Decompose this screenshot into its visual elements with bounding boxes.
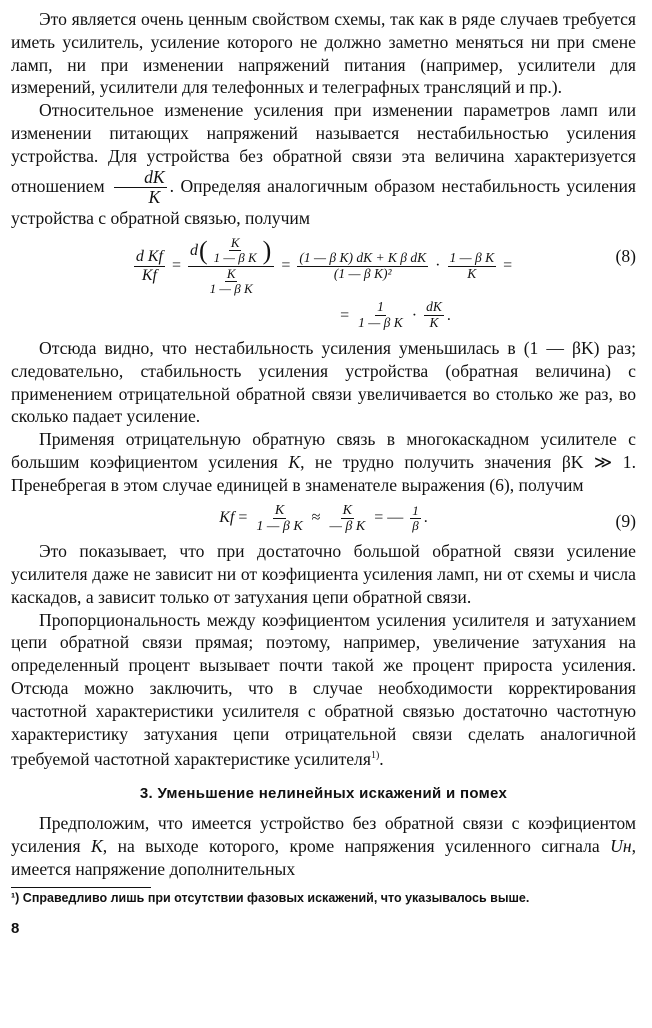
eq8-lhs-den: Kf bbox=[141, 266, 157, 284]
inline-fraction-numerator: dK bbox=[114, 168, 167, 188]
paragraph-7-text-b: , на выходе которого, кроме напряжения усиленного сигнала bbox=[102, 835, 600, 856]
footnote-rule bbox=[11, 887, 151, 888]
paragraph-4 bbox=[11, 428, 636, 496]
eq9-f2-num: K bbox=[342, 502, 352, 518]
eq9-f3-num: 1 bbox=[412, 502, 419, 518]
paragraph-4-k: K bbox=[288, 451, 301, 472]
eq9-f1-den: 1 — β K bbox=[256, 518, 303, 534]
eq8-r2-num: 1 — β K bbox=[449, 249, 495, 265]
eq8-mid-inner bbox=[212, 236, 259, 266]
inline-fraction-denominator: K bbox=[148, 186, 161, 207]
eq9-lhs: Kf bbox=[219, 509, 235, 527]
eq9-f2-den: — β K bbox=[329, 518, 366, 534]
paragraph-7-u: Uн bbox=[610, 835, 632, 856]
equation-8-number: (8) bbox=[615, 246, 636, 267]
eq8-mid bbox=[188, 236, 274, 296]
equation-8-line-2: = $\frac{1}{\text{1 — β K}}$ · $\frac{dK}{K}$ . (8) bbox=[340, 246, 636, 331]
eq9-f3-den: β bbox=[412, 517, 419, 533]
eq8-mid-num: d ( $\frac{K}{\text{1 — β K}}$ ) bbox=[188, 236, 274, 267]
paragraph-5: Это показывает, что при достаточно большой обратной связи усиление усилителя даже не зависит ни от коэфициента усиления ламп, ни от схемы и числа каскадов, а зависит только от затухания цепи обратной связи. bbox=[11, 541, 636, 607]
eq9-f1 bbox=[254, 503, 304, 535]
paragraph-4-text-b: , не трудно получить значения βK ≫ 1. Пренебрегая в этом случае единицей в знаменателе выражения (6), получим bbox=[11, 451, 636, 495]
eq8-r2-den: K bbox=[467, 265, 477, 281]
eq8-r1 bbox=[297, 251, 428, 282]
eq8-r1-num: (1 — β K) dK + K β dK bbox=[299, 249, 427, 265]
eq8-r1-den: (1 — β K)² bbox=[333, 265, 392, 281]
paragraph-4-text-a: Применяя отрицательную обратную связь в многокаскадном усилителе с большим коэфициентом усиления bbox=[11, 429, 636, 472]
equation-8 bbox=[11, 236, 636, 331]
eq8-lhs bbox=[134, 248, 165, 284]
paragraph-6 bbox=[11, 609, 636, 771]
paragraph-1: Это является очень ценным свойством схемы, так как в ряде случаев требуется иметь усилитель, усиление которого не должно заметно меняться ни при смене ламп, ни при изменении напряжений питания (например, усилители для измерений, усилители для телефонных и телеграфных трансляций и пр.). bbox=[11, 9, 636, 98]
equation-9-number: (9) bbox=[615, 510, 636, 531]
paragraph-7-k: K bbox=[91, 835, 103, 856]
eq9-f1-num: K bbox=[274, 502, 285, 518]
eq8-mid-inner-den: 1 — β K bbox=[213, 250, 257, 266]
eq8-r2 bbox=[448, 251, 497, 282]
section-heading: 3. Уменьшение нелинейных искажений и помех bbox=[139, 785, 508, 803]
page bbox=[11, 8, 636, 937]
eq8-mid-den bbox=[203, 267, 260, 297]
page-number: 8 bbox=[11, 919, 20, 937]
eq9-f2 bbox=[327, 503, 367, 535]
eq8-l2-b bbox=[424, 300, 444, 331]
inline-fraction-dk-k bbox=[114, 168, 167, 208]
eq8-l2-a bbox=[356, 300, 405, 331]
eq9-f3 bbox=[410, 504, 421, 534]
eq8-l2-b-num: dK bbox=[426, 299, 442, 315]
footnote-ref: 1) bbox=[370, 750, 380, 762]
paragraph-2 bbox=[11, 99, 636, 230]
footnote: ¹) Справедливо лишь при отсутствии фазовых искажений, что указывалось выше. bbox=[11, 890, 530, 905]
equation-8-line-1: $\frac{\text{d Kf}}{Kf}$ = d ( $\frac{K}{\text{1 — β K}}$ ) $\frac{K}{\text{1 — β K}}$ = $\frac{\text{(1 — β K) dK + K β dK}}{\text{(1 — β K)²}}$ · $\frac{\text{1 — β K}}{K}$ = bbox=[135, 235, 513, 296]
paragraph-3: Отсюда видно, что нестабильность усиления уменьшилась в (1 — βK) раз; следовательно, стабильность усиления устройства (обратная величина) с применением отрицательной обратной связи увеличивается во столько же раз, во сколько падает усиление. bbox=[11, 337, 636, 427]
eq8-mid-lower-num: K bbox=[226, 265, 236, 281]
eq8-l2-b-den: K bbox=[429, 315, 439, 331]
eq8-mid-d: d bbox=[190, 242, 198, 260]
paragraph-7-text-a: Предположим, что имеется устройство без обратной связи с коэфициентом усиления bbox=[11, 813, 636, 856]
eq8-l2-a-num: 1 bbox=[377, 299, 384, 315]
paragraph-7 bbox=[11, 812, 636, 880]
paragraph-2-text-b: . Определяя аналогичным образом нестабильность усиления устройства с обратной связью, получим bbox=[11, 175, 636, 229]
eq8-l2-a-den: 1 — β K bbox=[358, 315, 403, 331]
paragraph-6-text: Пропорциональность между коэфициентом усиления усилителя и затуханием цепи обратной связи прямая; поэтому, например, увеличение затухания на определенный процент вызывает почти такой же процент прироста усиления. Отсюда можно заключить, что в случае необходимости корректирования частотной характеристики усилителя с обратной связью достаточно частотную характеристику затухания цепи отрицательной связи сделать аналогичной требуемой частотной характеристике усилителя bbox=[11, 609, 636, 770]
equation-9 bbox=[11, 503, 636, 535]
eq8-mid-inner-num: K bbox=[230, 235, 240, 251]
paragraph-2-text-a: Относительное изменение усиления при изменении параметров ламп или изменении питающих напряжений называется нестабильностью усиления устройства. Для устройства без обратной связи эта величина характеризуется отношением bbox=[11, 100, 636, 196]
eq8-mid-lower-den: 1 — β K bbox=[209, 280, 253, 296]
eq8-lhs-num: d Kf bbox=[135, 248, 163, 266]
paragraph-6-end: . bbox=[379, 749, 384, 770]
eq8-mid-lower bbox=[208, 267, 255, 297]
paragraph-7-text-c: , имеется напряжение дополнительных bbox=[11, 835, 637, 879]
equation-9-line: Kf = $\frac{K}{\text{1 — β K}}$ ≈ $\frac{K}{\text{— β K}}$ = — $\frac{1}{\beta}$ . bbox=[219, 502, 428, 534]
